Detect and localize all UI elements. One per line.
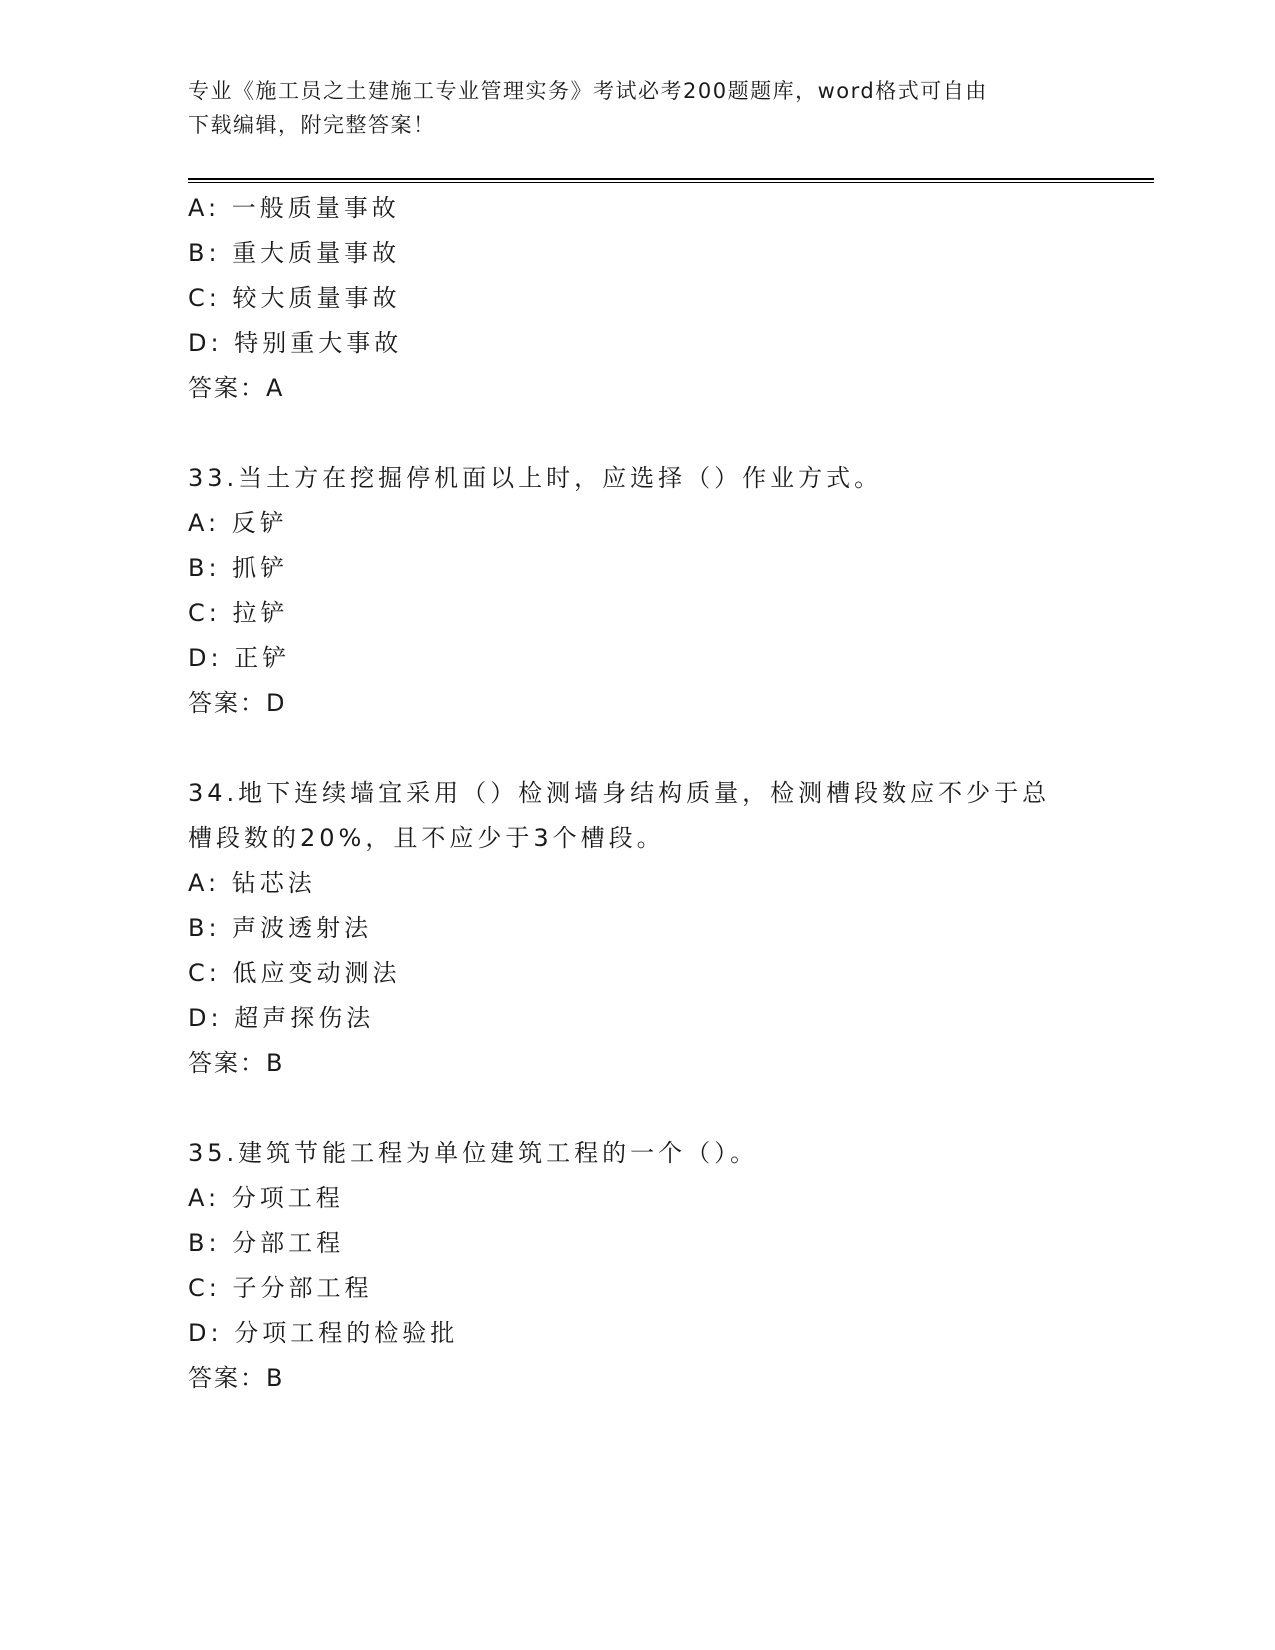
q32-option-b: B: 重大质量事故 xyxy=(188,239,401,267)
q34-answer: 答案：B xyxy=(188,1049,285,1077)
q34-option-c: C: 低应变动测法 xyxy=(188,959,401,987)
q33-answer: 答案：D xyxy=(188,689,287,717)
header-line-2: 下载编辑，附完整答案！ xyxy=(188,113,436,137)
q34-option-d: D: 超声探伤法 xyxy=(188,1004,375,1032)
q34-option-b: B: 声波透射法 xyxy=(188,914,373,942)
q34-option-a: A: 钻芯法 xyxy=(188,869,316,897)
q33-option-d: D: 正铲 xyxy=(188,644,291,672)
document-header xyxy=(188,74,1088,142)
q34-stem-line-1: 34.地下连续墙宜采用（）检测墙身结构质量，检测槽段数应不少于总 xyxy=(188,779,1051,807)
header-line-1: 专业《施工员之土建施工专业管理实务》考试必考200题题库，word格式可自由 xyxy=(188,79,988,103)
q33-option-c: C: 拉铲 xyxy=(188,599,289,627)
q32-option-c: C: 较大质量事故 xyxy=(188,284,401,312)
q32-option-d: D: 特别重大事故 xyxy=(188,329,403,357)
q33-stem: 33.当土方在挖掘停机面以上时，应选择（）作业方式。 xyxy=(188,464,883,492)
q35-option-a: A: 分项工程 xyxy=(188,1184,344,1212)
q32-answer: 答案：A xyxy=(188,374,285,402)
q35-option-d: D: 分项工程的检验批 xyxy=(188,1319,459,1347)
q33-option-b: B: 抓铲 xyxy=(188,554,289,582)
q34-stem-line-2: 槽段数的20%，且不应少于3个槽段。 xyxy=(188,824,665,852)
q35-option-c: C: 子分部工程 xyxy=(188,1274,373,1302)
q35-stem: 35.建筑节能工程为单位建筑工程的一个（）。 xyxy=(188,1139,759,1167)
q35-answer: 答案：B xyxy=(188,1364,285,1392)
q33-option-a: A: 反铲 xyxy=(188,509,288,537)
header-divider xyxy=(188,178,1154,183)
q35-option-b: B: 分部工程 xyxy=(188,1229,345,1257)
q32-option-a: A: 一般质量事故 xyxy=(188,194,400,222)
